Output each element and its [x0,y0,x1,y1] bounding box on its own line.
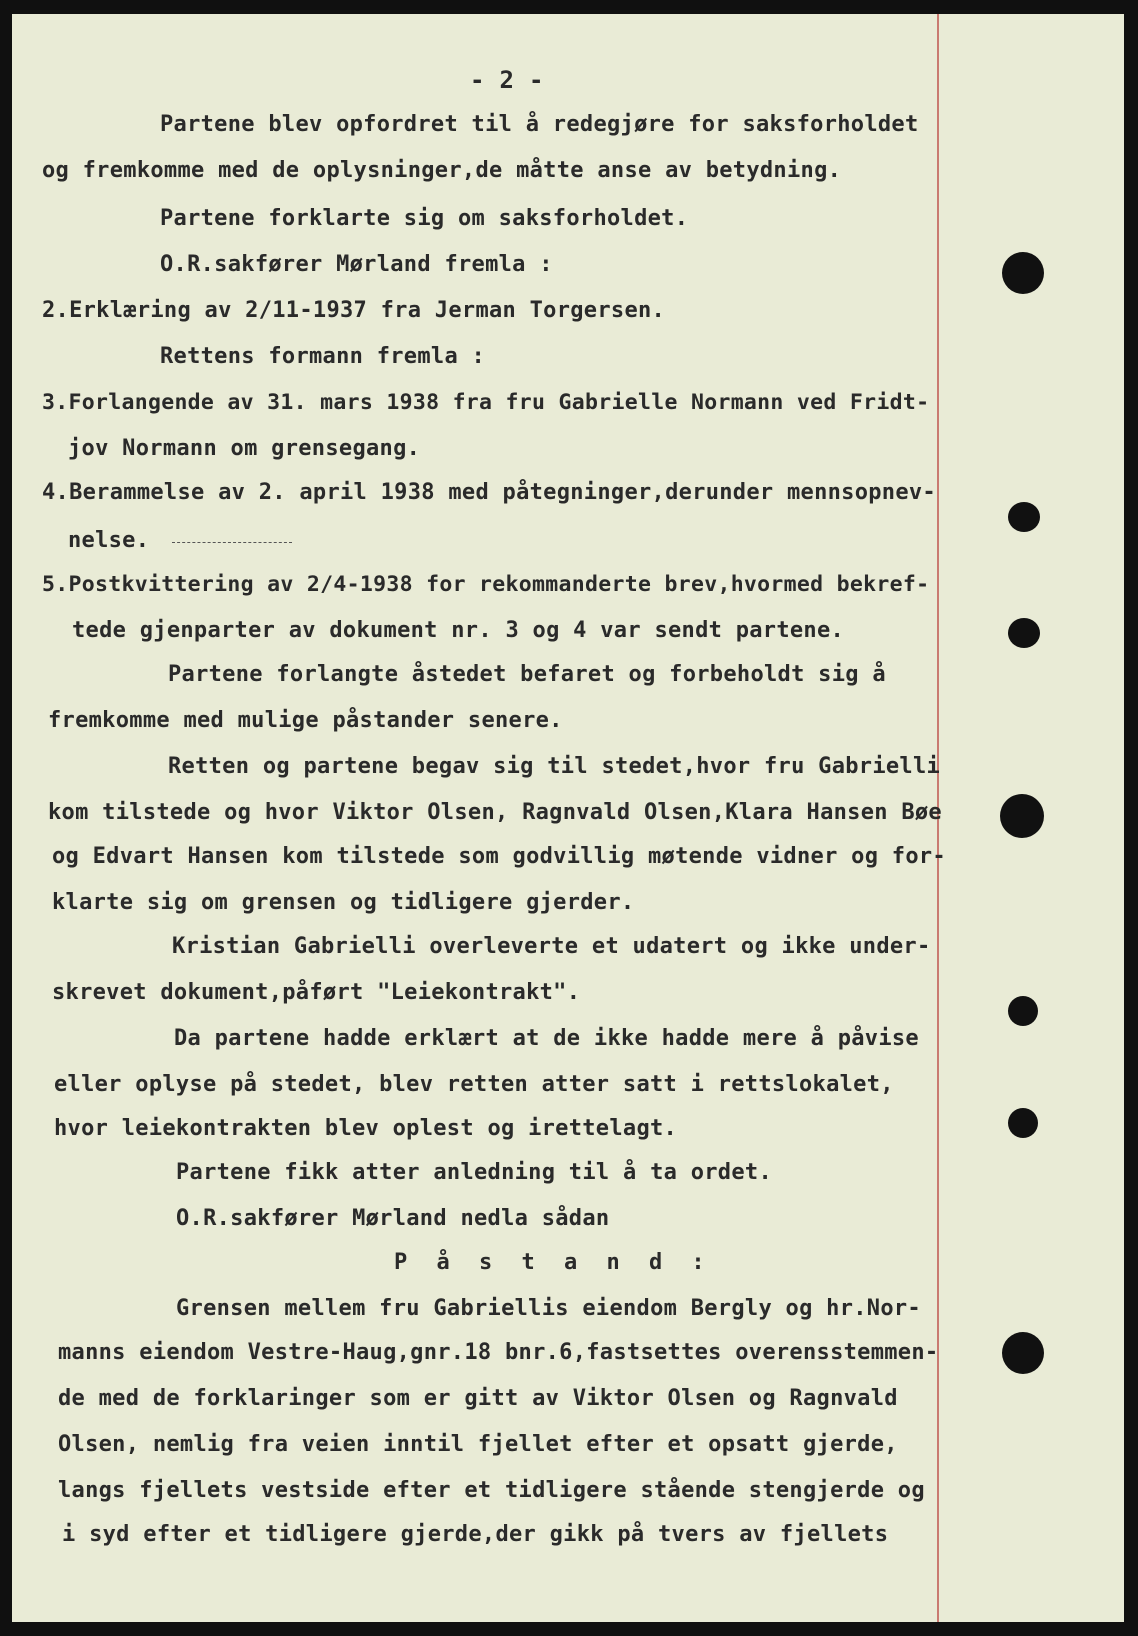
text-line: nelse. [68,528,150,553]
text-line: O.R.sakfører Mørland fremla : [160,252,553,277]
text-line: jov Normann om grensegang. [68,436,421,461]
punch-hole [1008,618,1040,648]
text-line: 2.Erklæring av 2/11-1937 fra Jerman Torgersen. [42,298,666,323]
text-line: skrevet dokument,påført "Leiekontrakt". [52,980,581,1005]
text-line: Partene forklarte sig om saksforholdet. [160,206,689,231]
text-line: eller oplyse på stedet, blev retten atter satt i rettslokalet, [54,1072,894,1097]
text-line: og fremkomme med de oplysninger,de måtte anse av betydning. [42,158,842,183]
text-line: 5.Postkvittering av 2/4-1938 for rekommanderte brev,hvormed bekref- [42,572,930,597]
text-line: og Edvart Hansen kom tilstede som godvillig møtende vidner og for- [52,844,946,869]
text-line: O.R.sakfører Mørland nedla sådan [176,1206,610,1231]
document-page [12,14,1124,1622]
text-line: de med de forklaringer som er gitt av Viktor Olsen og Ragnvald [58,1386,898,1411]
text-line: Partene fikk atter anledning til å ta ordet. [176,1160,772,1185]
punch-hole [1008,1108,1038,1138]
text-line: 4.Berammelse av 2. april 1938 med påtegninger,derunder mennsopnev- [42,480,936,505]
text-line: Da partene hadde erklært at de ikke hadde mere å påvise [174,1026,919,1051]
dashed-rule [172,542,292,544]
punch-hole [1008,996,1038,1026]
text-line: kom tilstede og hvor Viktor Olsen, Ragnvald Olsen,Klara Hansen Bøe [48,800,942,825]
text-line: Olsen, nemlig fra veien inntil fjellet efter et opsatt gjerde, [58,1432,898,1457]
text-line: Rettens formann fremla : [160,344,486,369]
text-line: hvor leiekontrakten blev oplest og irettelagt. [54,1116,678,1141]
text-line: Kristian Gabrielli overleverte et udatert og ikke under- [172,934,931,959]
text-line: klarte sig om grensen og tidligere gjerder. [52,890,635,915]
punch-hole [1008,502,1040,532]
page-number: - 2 - [470,66,544,94]
text-line: i syd efter et tidligere gjerde,der gikk på tvers av fjellets [62,1522,889,1547]
punch-hole [1000,794,1044,838]
text-line: Partene forlangte åstedet befaret og forbeholdt sig å [168,662,886,687]
section-heading: P å s t a n d : [394,1250,713,1275]
text-line: fremkomme med mulige påstander senere. [48,708,563,733]
text-line: manns eiendom Vestre-Haug,gnr.18 bnr.6,fastsettes overensstemmen- [58,1340,939,1365]
text-line: 3.Forlangende av 31. mars 1938 fra fru Gabrielle Normann ved Fridt- [42,390,930,415]
text-line: langs fjellets vestside efter et tidligere stående stengjerde og [58,1478,925,1503]
text-line: Partene blev opfordret til å redegjøre for saksforholdet [160,112,919,137]
text-line: tede gjenparter av dokument nr. 3 og 4 var sendt partene. [72,618,845,643]
punch-hole [1002,252,1044,294]
text-line: Retten og partene begav sig til stedet,hvor fru Gabrielli [168,754,941,779]
punch-hole [1002,1332,1044,1374]
text-line: Grensen mellem fru Gabriellis eiendom Bergly og hr.Nor- [176,1296,921,1321]
